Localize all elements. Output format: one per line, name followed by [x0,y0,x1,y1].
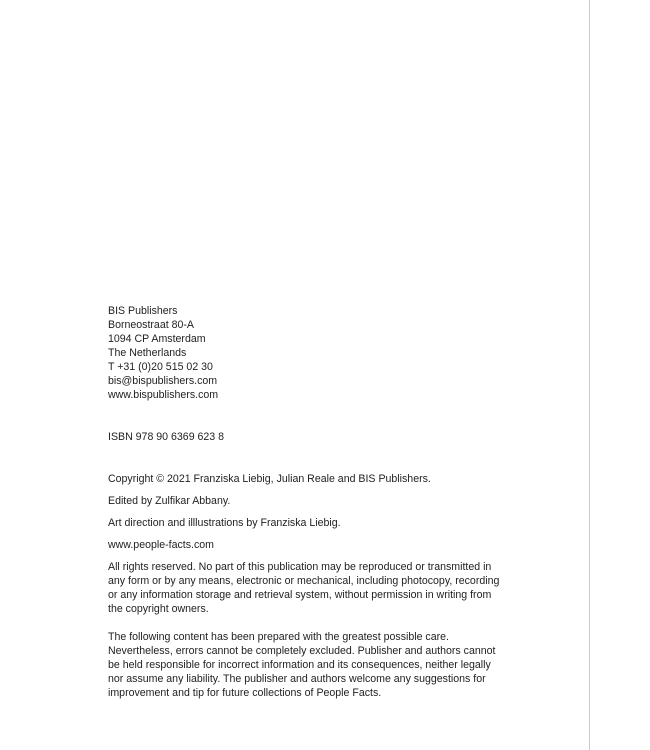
postal-city: 1094 CP Amsterdam [108,333,206,345]
street-address: Borneostraat 80-A [108,319,194,331]
disclaimer-line: The following content has been prepared with the greatest possible care. [108,631,449,643]
email-address: bis@bispublishers.com [108,375,218,387]
publisher-address [108,304,528,402]
rights-line: or any information storage and retrieval system, without permission in writing from [108,589,492,601]
page-edge-line [589,0,590,750]
disclaimer-line: Nevertheless, errors cannot be completely excluded. Publisher and authors cannot [108,645,496,657]
telephone: T +31 (0)20 515 02 30 [108,361,213,373]
rights-line: any form or by any means, electronic or mechanical, including photocopy, recording [108,575,500,587]
disclaimer-paragraph [108,630,528,700]
book-website: www.people-facts.com [108,539,214,551]
publisher-website: www.bispublishers.com [108,389,219,401]
disclaimer-line: nor assume any liability. The publisher and authors welcome any suggestions for [108,673,486,685]
copyright-notice: Copyright © 2021 Franziska Liebig, Julian Reale and BIS Publishers. [108,473,431,485]
rights-line: All rights reserved. No part of this publication may be reproduced or transmitted in [108,561,492,573]
editor-credit: Edited by Zulfikar Abbany. [108,495,231,507]
art-direction-credit: Art direction and illlustrations by Franziska Liebig. [108,517,341,529]
rights-reserved-paragraph [108,560,528,616]
disclaimer-line: improvement and tip for future collections of People Facts. [108,687,382,699]
imprint-page [108,304,528,700]
country: The Netherlands [108,347,187,359]
isbn-number: ISBN 978 90 6369 623 8 [108,431,225,443]
disclaimer-line: be held responsible for incorrect information and its consequences, neither legally [108,659,491,671]
rights-line: the copyright owners. [108,603,209,615]
publisher-name: BIS Publishers [108,305,178,317]
